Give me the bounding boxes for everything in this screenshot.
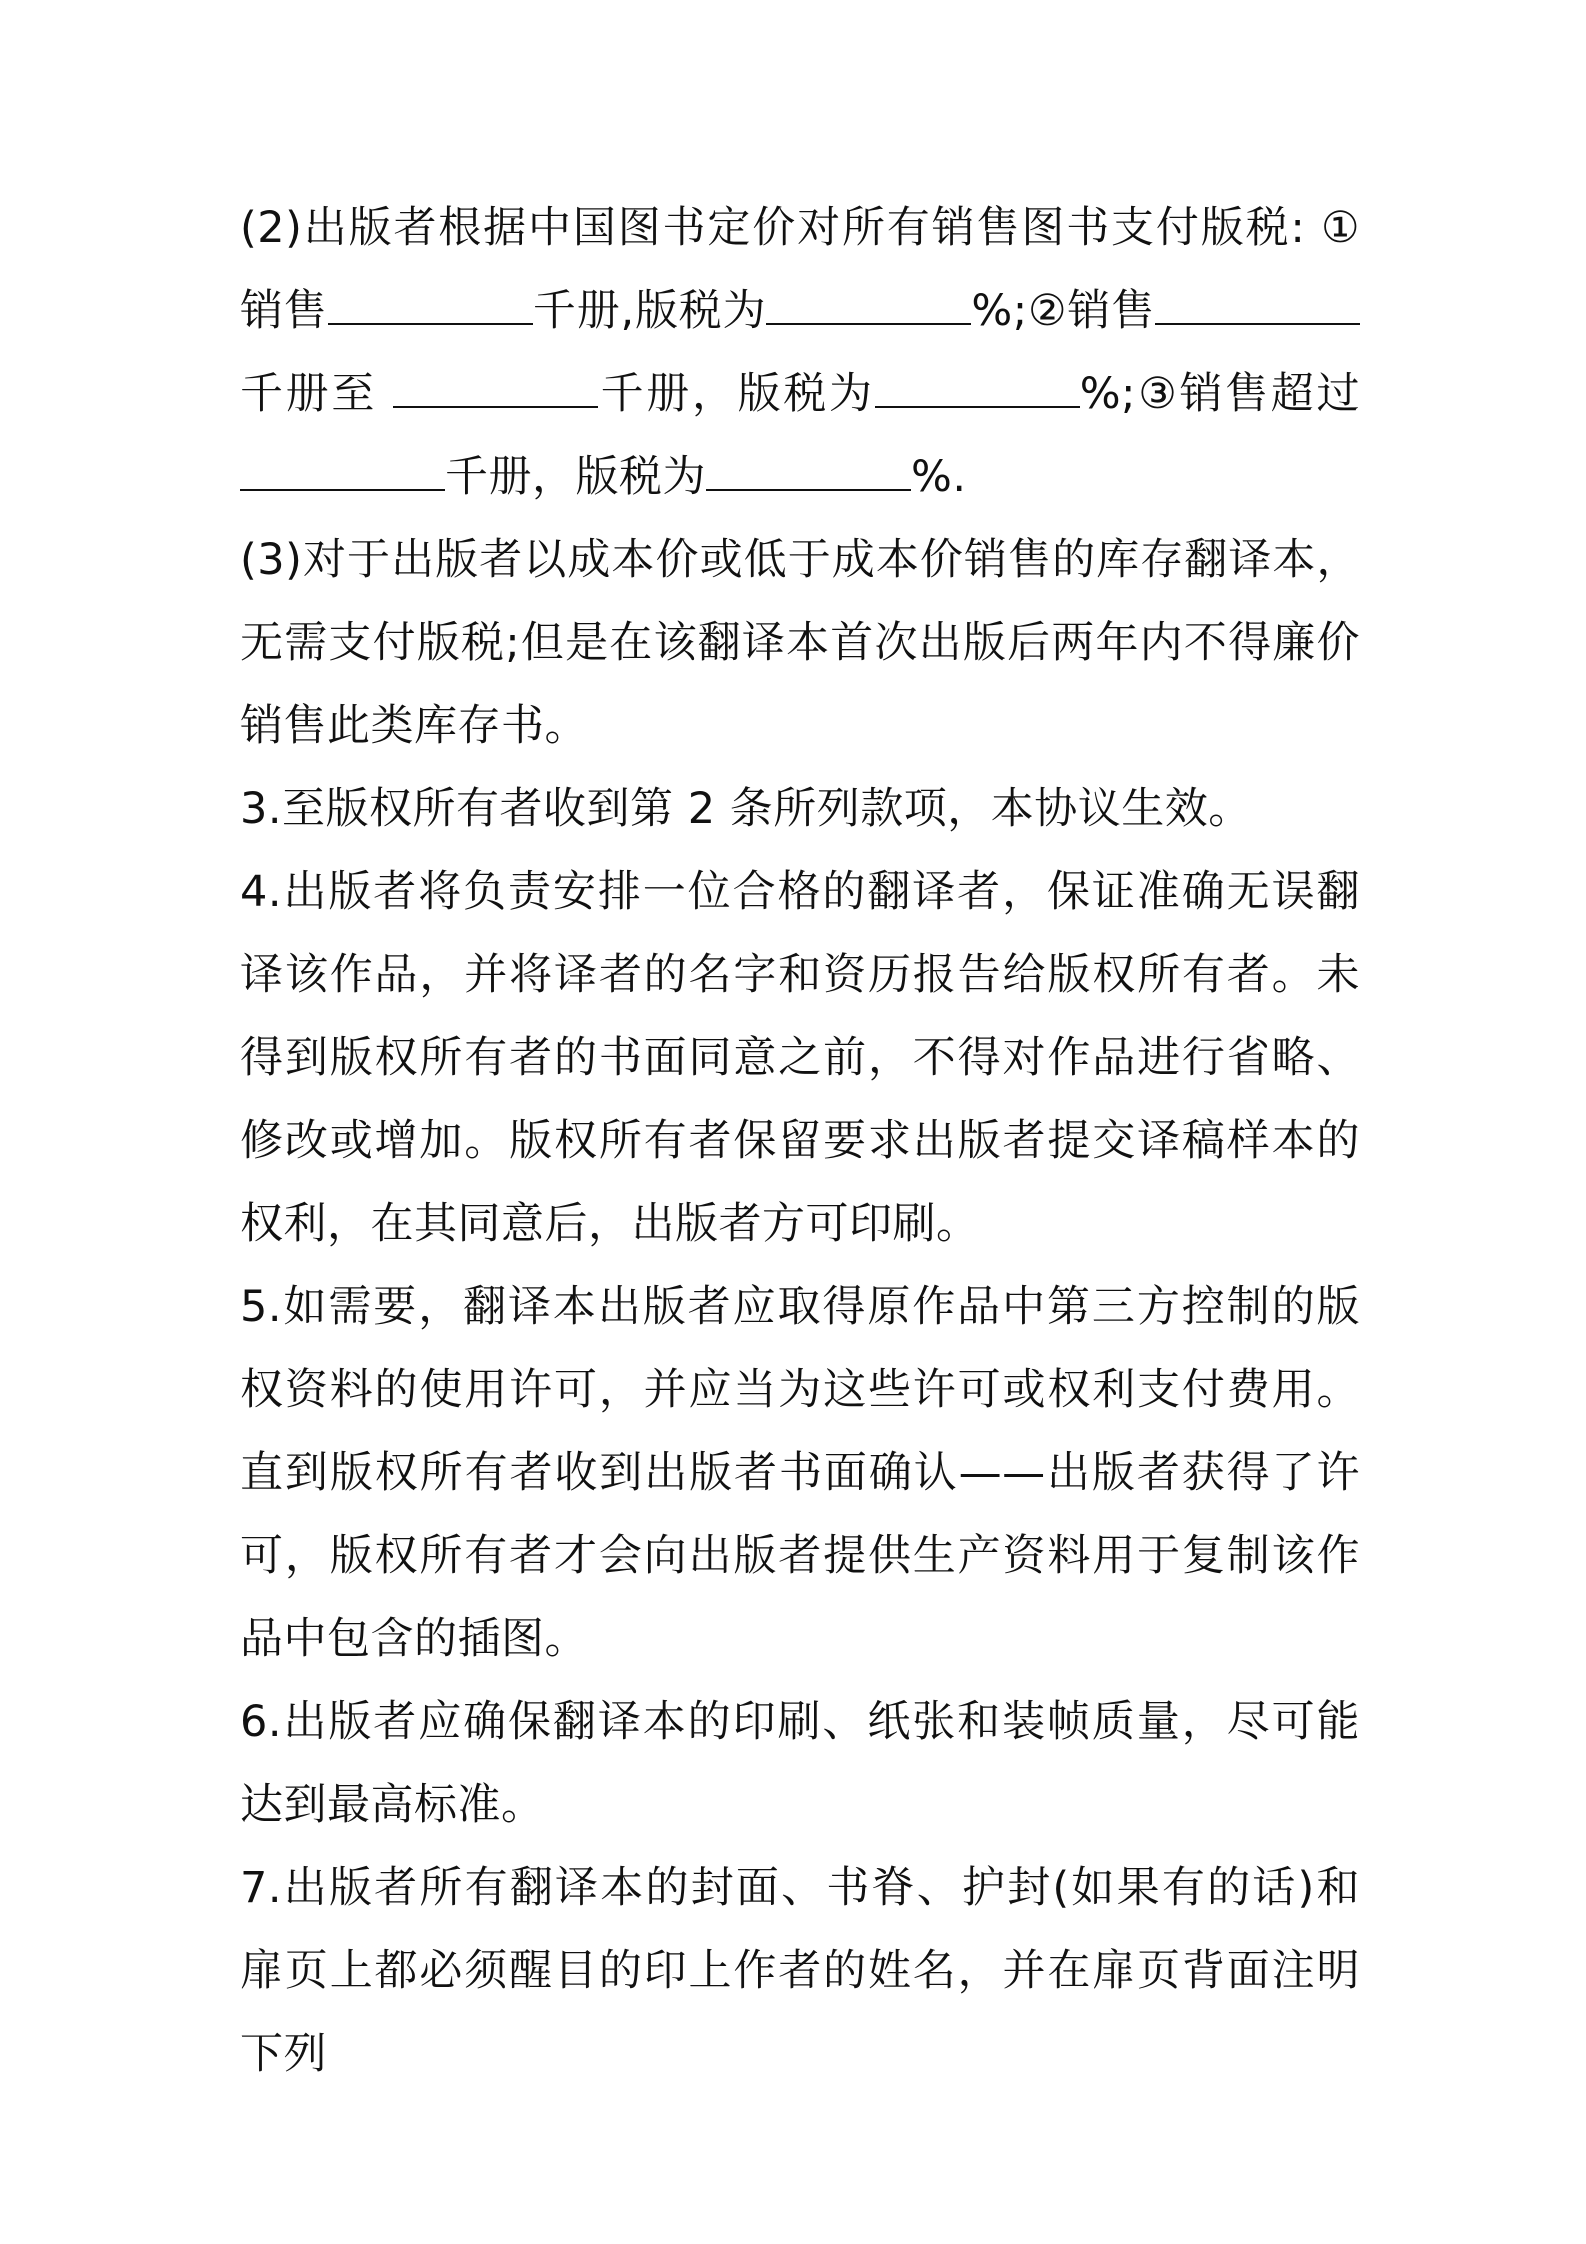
clause-6-quality: 6.出版者应确保翻译本的印刷、纸张和装帧质量，尽可能达到最高标准。 [240,1697,1360,1830]
royalty-text: %. [911,452,967,502]
royalty-text: 千册,版税为 [532,286,767,336]
blank-field[interactable] [875,372,1080,408]
blank-field[interactable] [766,289,971,325]
clause-7-author-name: 7.出版者所有翻译本的封面、书脊、护封(如果有的话)和扉页上都必须醒目的印上作者的姓名，并在扉页背面注明下列 [240,1863,1360,2079]
royalty-text: %;③销售超过 [1079,369,1360,419]
royalty-text: 千册，版税为 [445,452,706,502]
blank-field[interactable] [240,455,445,491]
blank-field[interactable] [328,289,533,325]
clause-2-2-royalty-tiers [240,187,1360,519]
contract-text [240,187,1360,2096]
clause-4-translator: 4.出版者将负责安排一位合格的翻译者，保证准确无误翻译该作品，并将译者的名字和资历报告给版权所有者。未得到版权所有者的书面同意之前，不得对作品进行省略、修改或增加。版权所有者保留要求出版者提交译稿样本的权利，在其同意后，出版者方可印刷。 [240,867,1360,1249]
clause-2-3-stock-sales: (3)对于出版者以成本价或低于成本价销售的库存翻译本，无需支付版税;但是在该翻译本首次出版后两年内不得廉价销售此类库存书。 [240,535,1360,751]
royalty-text: 千册，版税为 [598,369,875,419]
blank-field[interactable] [706,455,911,491]
blank-field[interactable] [393,372,598,408]
blank-field[interactable] [1155,289,1360,325]
royalty-intro: (2)出版者根据中国图书定价对所有销售图书支付版税: ①销售 [240,203,1360,336]
royalty-text: 千册至 [240,369,394,419]
clause-3-effective: 3.至版权所有者收到第 2 条所列款项，本协议生效。 [240,784,1252,834]
clause-5-third-party-rights: 5.如需要，翻译本出版者应取得原作品中第三方控制的版权资料的使用许可，并应当为这些许可或权利支付费用。直到版权所有者收到出版者书面确认——出版者获得了许可，版权所有者才会向出版者提供生产资料用于复制该作品中包含的插图。 [240,1282,1360,1664]
royalty-text: %;②销售 [971,286,1155,336]
